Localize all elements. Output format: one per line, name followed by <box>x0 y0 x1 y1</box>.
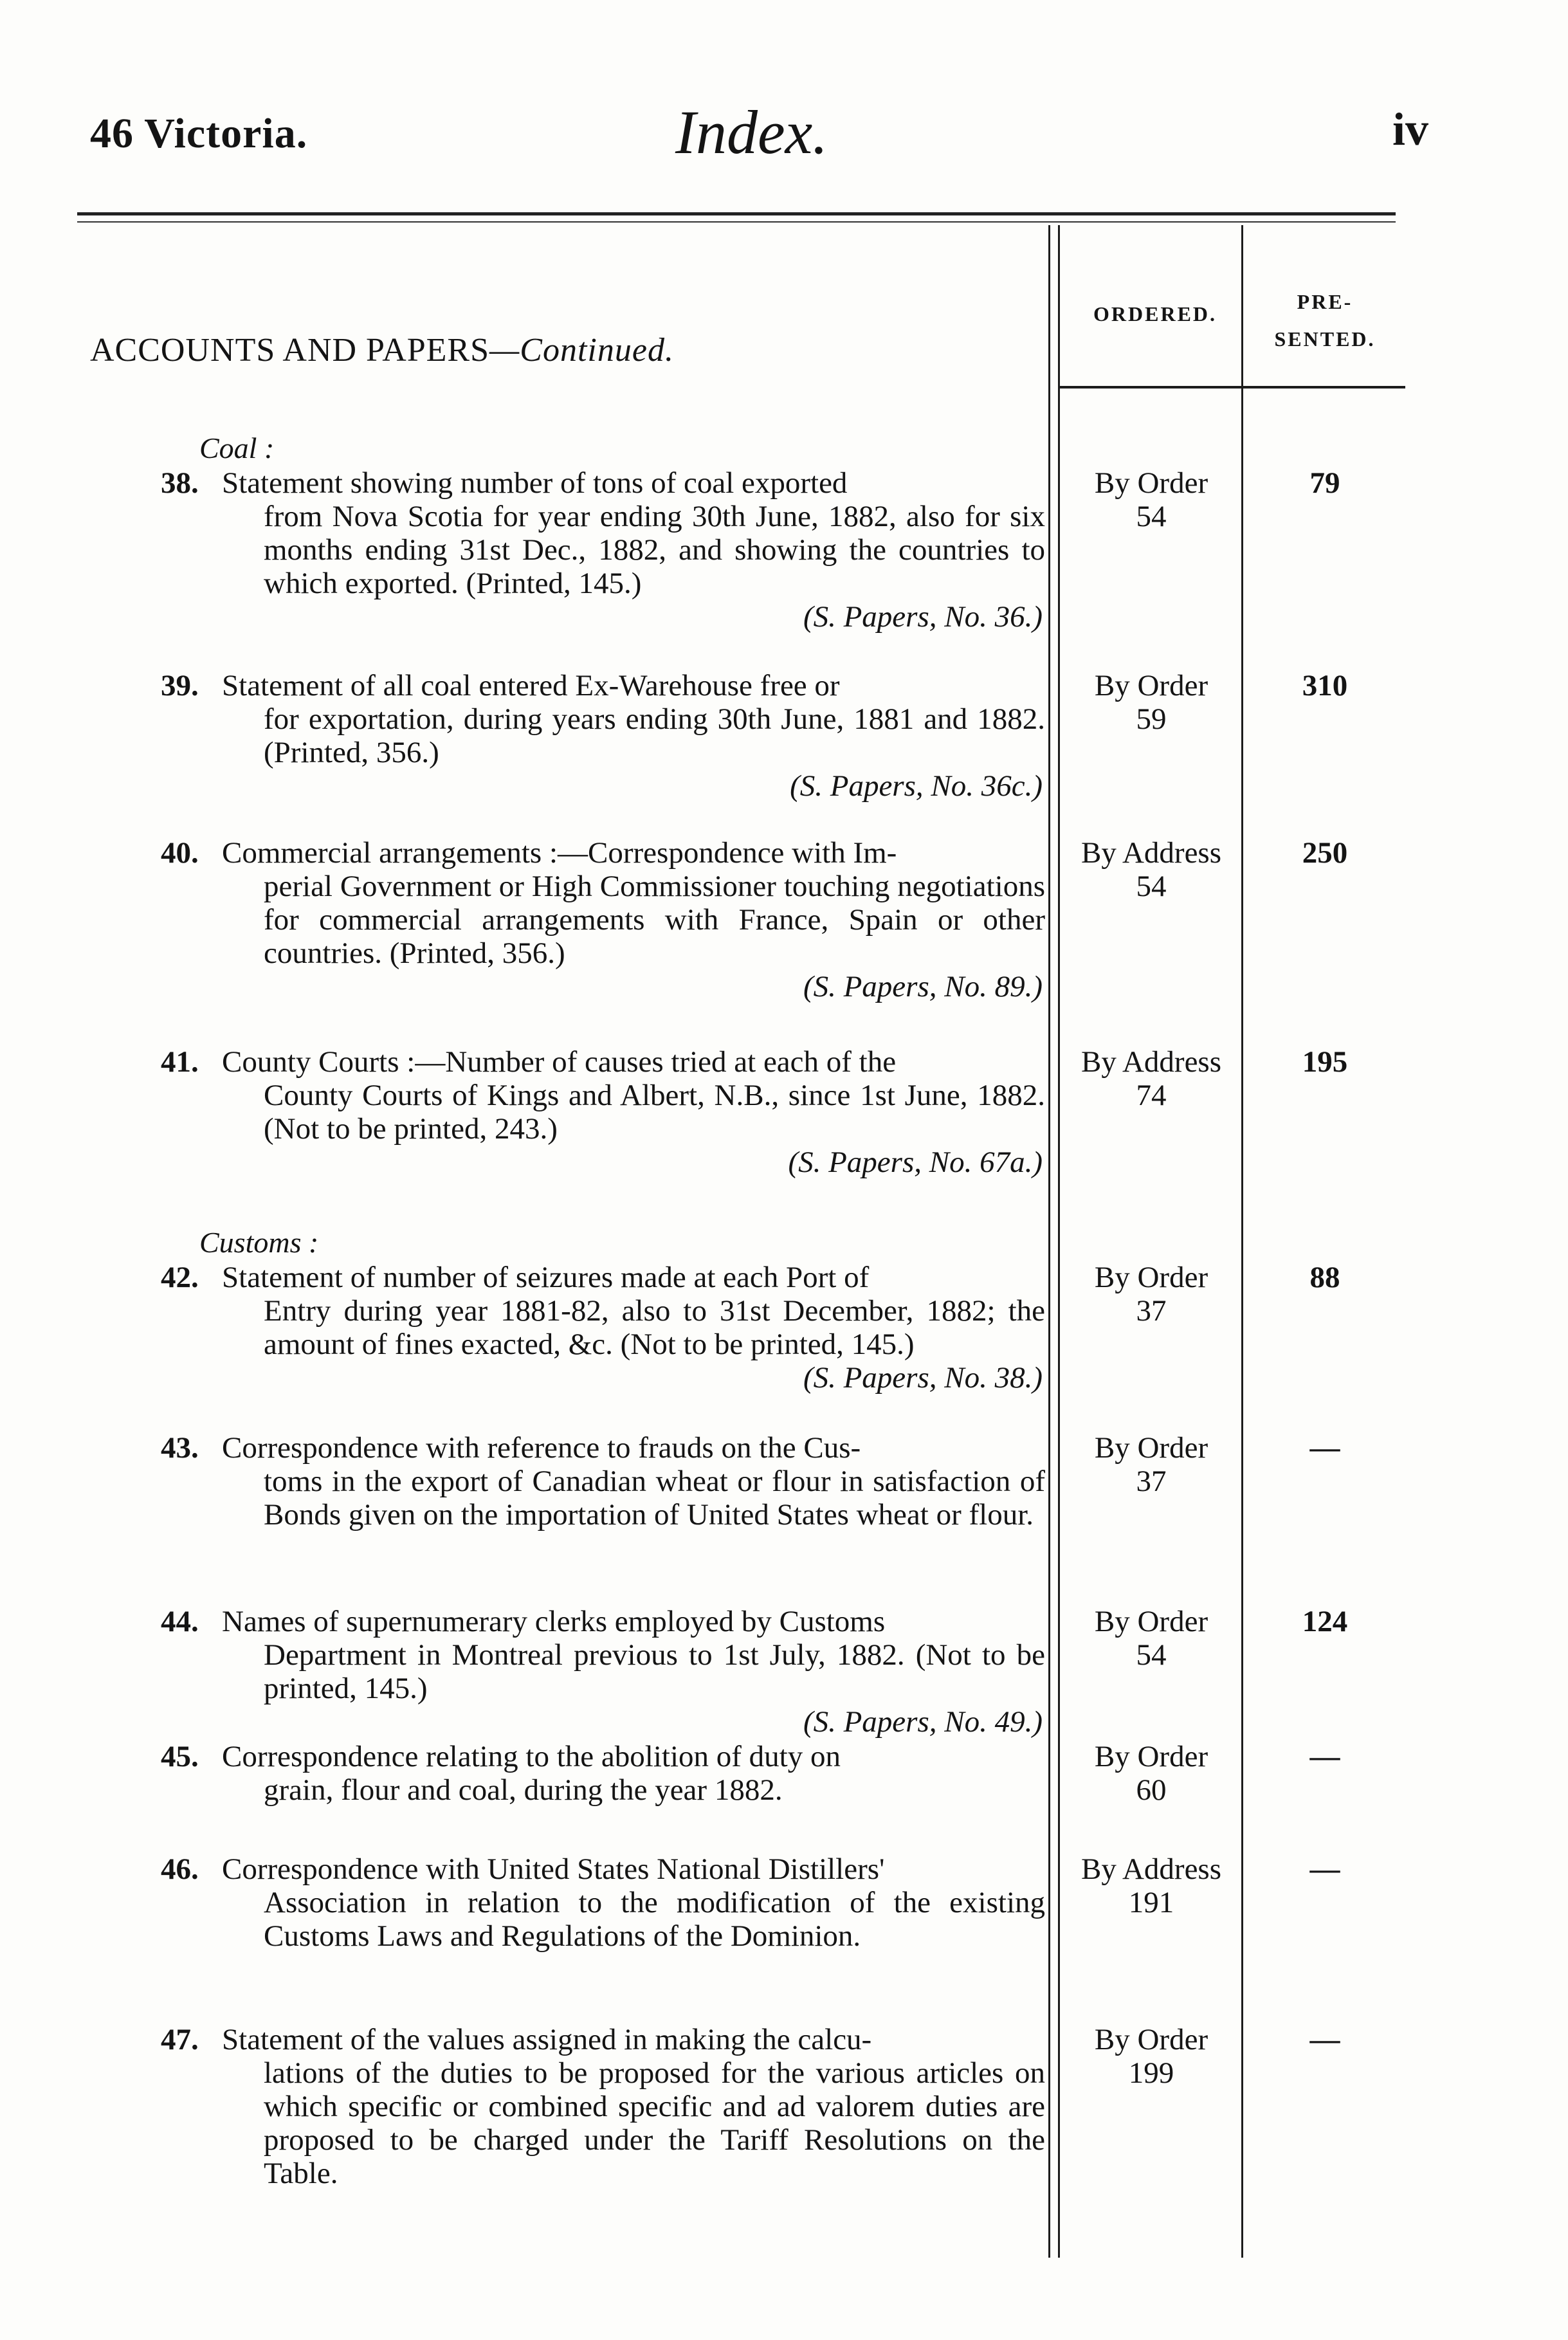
ordered-by: By Order <box>1094 669 1208 702</box>
running-header-title: Index. <box>675 98 828 167</box>
subhead-customs: Customs : <box>199 1226 319 1259</box>
header-rule <box>77 212 1396 215</box>
ordered-cell-47 <box>1061 2023 1241 2090</box>
ordered-cell-42 <box>1061 1261 1241 1328</box>
section-title-continued: —Continued. <box>489 332 674 369</box>
entry-text-first-line: Statement of all coal entered Ex-Warehouse free or <box>222 669 840 702</box>
ordered-number: 59 <box>1136 702 1167 736</box>
ordered-by: By Order <box>1094 466 1208 500</box>
column-divider-left-inner <box>1058 225 1060 2258</box>
ordered-number: 191 <box>1128 1886 1174 1919</box>
ordered-number: 54 <box>1136 1638 1167 1672</box>
ordered-number: 54 <box>1136 870 1167 903</box>
presented-cell-44: 124 <box>1302 1605 1348 1638</box>
column-divider-left <box>1048 225 1050 2258</box>
ordered-number: 199 <box>1128 2056 1174 2090</box>
ordered-cell-46 <box>1061 1852 1241 1919</box>
ordered-by: By Order <box>1094 1605 1208 1638</box>
entry-text: toms in the export of Canadian wheat or flour in satisfaction of Bonds given on the importation of United States wheat or flour. <box>264 1465 1045 1531</box>
index-entry-44 <box>161 1605 1045 1739</box>
index-entry-46 <box>161 1852 1045 1953</box>
ordered-by: By Order <box>1094 1261 1208 1294</box>
entry-text: Association in relation to the modification of the existing Customs Laws and Regulations of the Dominion. <box>264 1886 1045 1953</box>
index-entry-41 <box>161 1045 1045 1179</box>
entry-text-first-line: Statement of the values assigned in making the calcu- <box>222 2023 872 2056</box>
entry-number: 38. <box>161 466 199 500</box>
entry-text: grain, flour and coal, during the year 1882. <box>264 1773 783 1807</box>
section-title <box>90 331 674 369</box>
entry-paper-reference: (S. Papers, No. 49.) <box>803 1705 1043 1739</box>
section-title-main: ACCOUNTS AND PAPERS <box>90 332 490 369</box>
column-divider-right <box>1241 225 1243 2258</box>
entry-paper-reference: (S. Papers, No. 38.) <box>803 1361 1043 1394</box>
entry-text: perial Government or High Commissioner touching negotiations for commercial arrangements with France, Spain or other countries. (Printed, 356.) <box>264 870 1045 970</box>
index-entry-42 <box>161 1261 1045 1394</box>
page-number: iv <box>1392 104 1429 155</box>
index-entry-40 <box>161 836 1045 1003</box>
column-header-rule <box>1058 386 1405 388</box>
column-header-ordered: ORDERED. <box>1093 302 1217 325</box>
ordered-by: By Order <box>1094 1740 1208 1773</box>
entry-text-first-line: Statement of number of seizures made at each Port of <box>222 1261 870 1294</box>
ordered-cell-39 <box>1061 669 1241 736</box>
presented-cell-42: 88 <box>1309 1261 1340 1294</box>
entry-text-first-line: Correspondence with reference to frauds on the Cus- <box>222 1431 861 1465</box>
entry-text: lations of the duties to be proposed for the various articles on which specific or combined specific and ad valorem duties are proposed to be charged under the Tariff Resolutions on the Table. <box>264 2056 1045 2190</box>
entry-text: from Nova Scotia for year ending 30th June, 1882, also for six months ending 31st Dec., 1882, and showing the countries to which exported. (Printed, 145.) <box>264 500 1045 600</box>
running-header-left: 46 Victoria. <box>90 110 308 157</box>
presented-cell-38: 79 <box>1309 466 1340 500</box>
index-entry-47 <box>161 2023 1045 2190</box>
presented-cell-45: — <box>1309 1740 1340 1773</box>
ordered-by: By Address <box>1080 836 1222 870</box>
presented-cell-39: 310 <box>1302 669 1348 702</box>
index-entry-38 <box>161 466 1045 634</box>
entry-text: Entry during year 1881-82, also to 31st December, 1882; the amount of fines exacted, &c. (Not to be printed, 145.) <box>264 1294 1045 1361</box>
ordered-cell-38 <box>1061 466 1241 533</box>
presented-cell-40: 250 <box>1302 836 1348 870</box>
index-entry-39 <box>161 669 1045 803</box>
index-entry-45 <box>161 1740 1045 1807</box>
presented-cell-41: 195 <box>1302 1045 1348 1079</box>
ordered-cell-44 <box>1061 1605 1241 1672</box>
entry-number: 41. <box>161 1045 199 1079</box>
entry-paper-reference: (S. Papers, No. 36c.) <box>790 769 1043 803</box>
ordered-number: 37 <box>1136 1294 1167 1328</box>
entry-number: 46. <box>161 1852 199 1886</box>
entry-paper-reference: (S. Papers, No. 89.) <box>803 970 1043 1003</box>
ordered-by: By Order <box>1094 1431 1208 1465</box>
entry-number: 45. <box>161 1740 199 1773</box>
ordered-number: 37 <box>1136 1465 1167 1498</box>
entry-text: County Courts of Kings and Albert, N.B., since 1st June, 1882. (Not to be printed, 243.) <box>264 1079 1045 1146</box>
entry-text: for exportation, during years ending 30th June, 1881 and 1882. (Printed, 356.) <box>264 702 1045 769</box>
entry-number: 43. <box>161 1431 199 1465</box>
ordered-cell-45 <box>1061 1740 1241 1807</box>
entry-text: Department in Montreal previous to 1st July, 1882. (Not to be printed, 145.) <box>264 1638 1045 1705</box>
subhead-coal: Coal : <box>199 432 275 464</box>
entry-number: 47. <box>161 2023 199 2056</box>
presented-cell-47: — <box>1309 2023 1340 2056</box>
entry-text-first-line: Correspondence relating to the abolition of duty on <box>222 1740 841 1773</box>
entry-text-first-line: Names of supernumerary clerks employed by Customs <box>222 1605 886 1638</box>
ordered-number: 60 <box>1136 1773 1167 1807</box>
entry-number: 44. <box>161 1605 199 1638</box>
ordered-number: 54 <box>1136 500 1167 533</box>
entry-text-first-line: Correspondence with United States National Distillers' <box>222 1852 885 1886</box>
presented-cell-46: — <box>1309 1852 1340 1886</box>
entry-text-first-line: County Courts :—Number of causes tried at each of the <box>222 1045 897 1079</box>
entry-paper-reference: (S. Papers, No. 36.) <box>803 600 1043 634</box>
ordered-by: By Order <box>1094 2023 1208 2056</box>
column-header-presented: PRE- SENTED. <box>1274 290 1376 351</box>
entry-text-first-line: Commercial arrangements :—Correspondence with Im- <box>222 836 897 870</box>
ordered-by: By Address <box>1080 1852 1222 1886</box>
entry-paper-reference: (S. Papers, No. 67a.) <box>788 1146 1043 1179</box>
ordered-by: By Address <box>1080 1045 1222 1079</box>
entry-number: 40. <box>161 836 199 870</box>
entry-number: 42. <box>161 1261 199 1294</box>
ordered-number: 74 <box>1136 1079 1167 1112</box>
entry-number: 39. <box>161 669 199 702</box>
header-rule-thin <box>77 221 1396 223</box>
ordered-cell-41 <box>1061 1045 1241 1112</box>
presented-cell-43: — <box>1309 1431 1340 1465</box>
ordered-cell-43 <box>1061 1431 1241 1498</box>
index-entry-43 <box>161 1431 1045 1531</box>
entry-text-first-line: Statement showing number of tons of coal exported <box>222 466 848 500</box>
ordered-cell-40 <box>1061 836 1241 903</box>
